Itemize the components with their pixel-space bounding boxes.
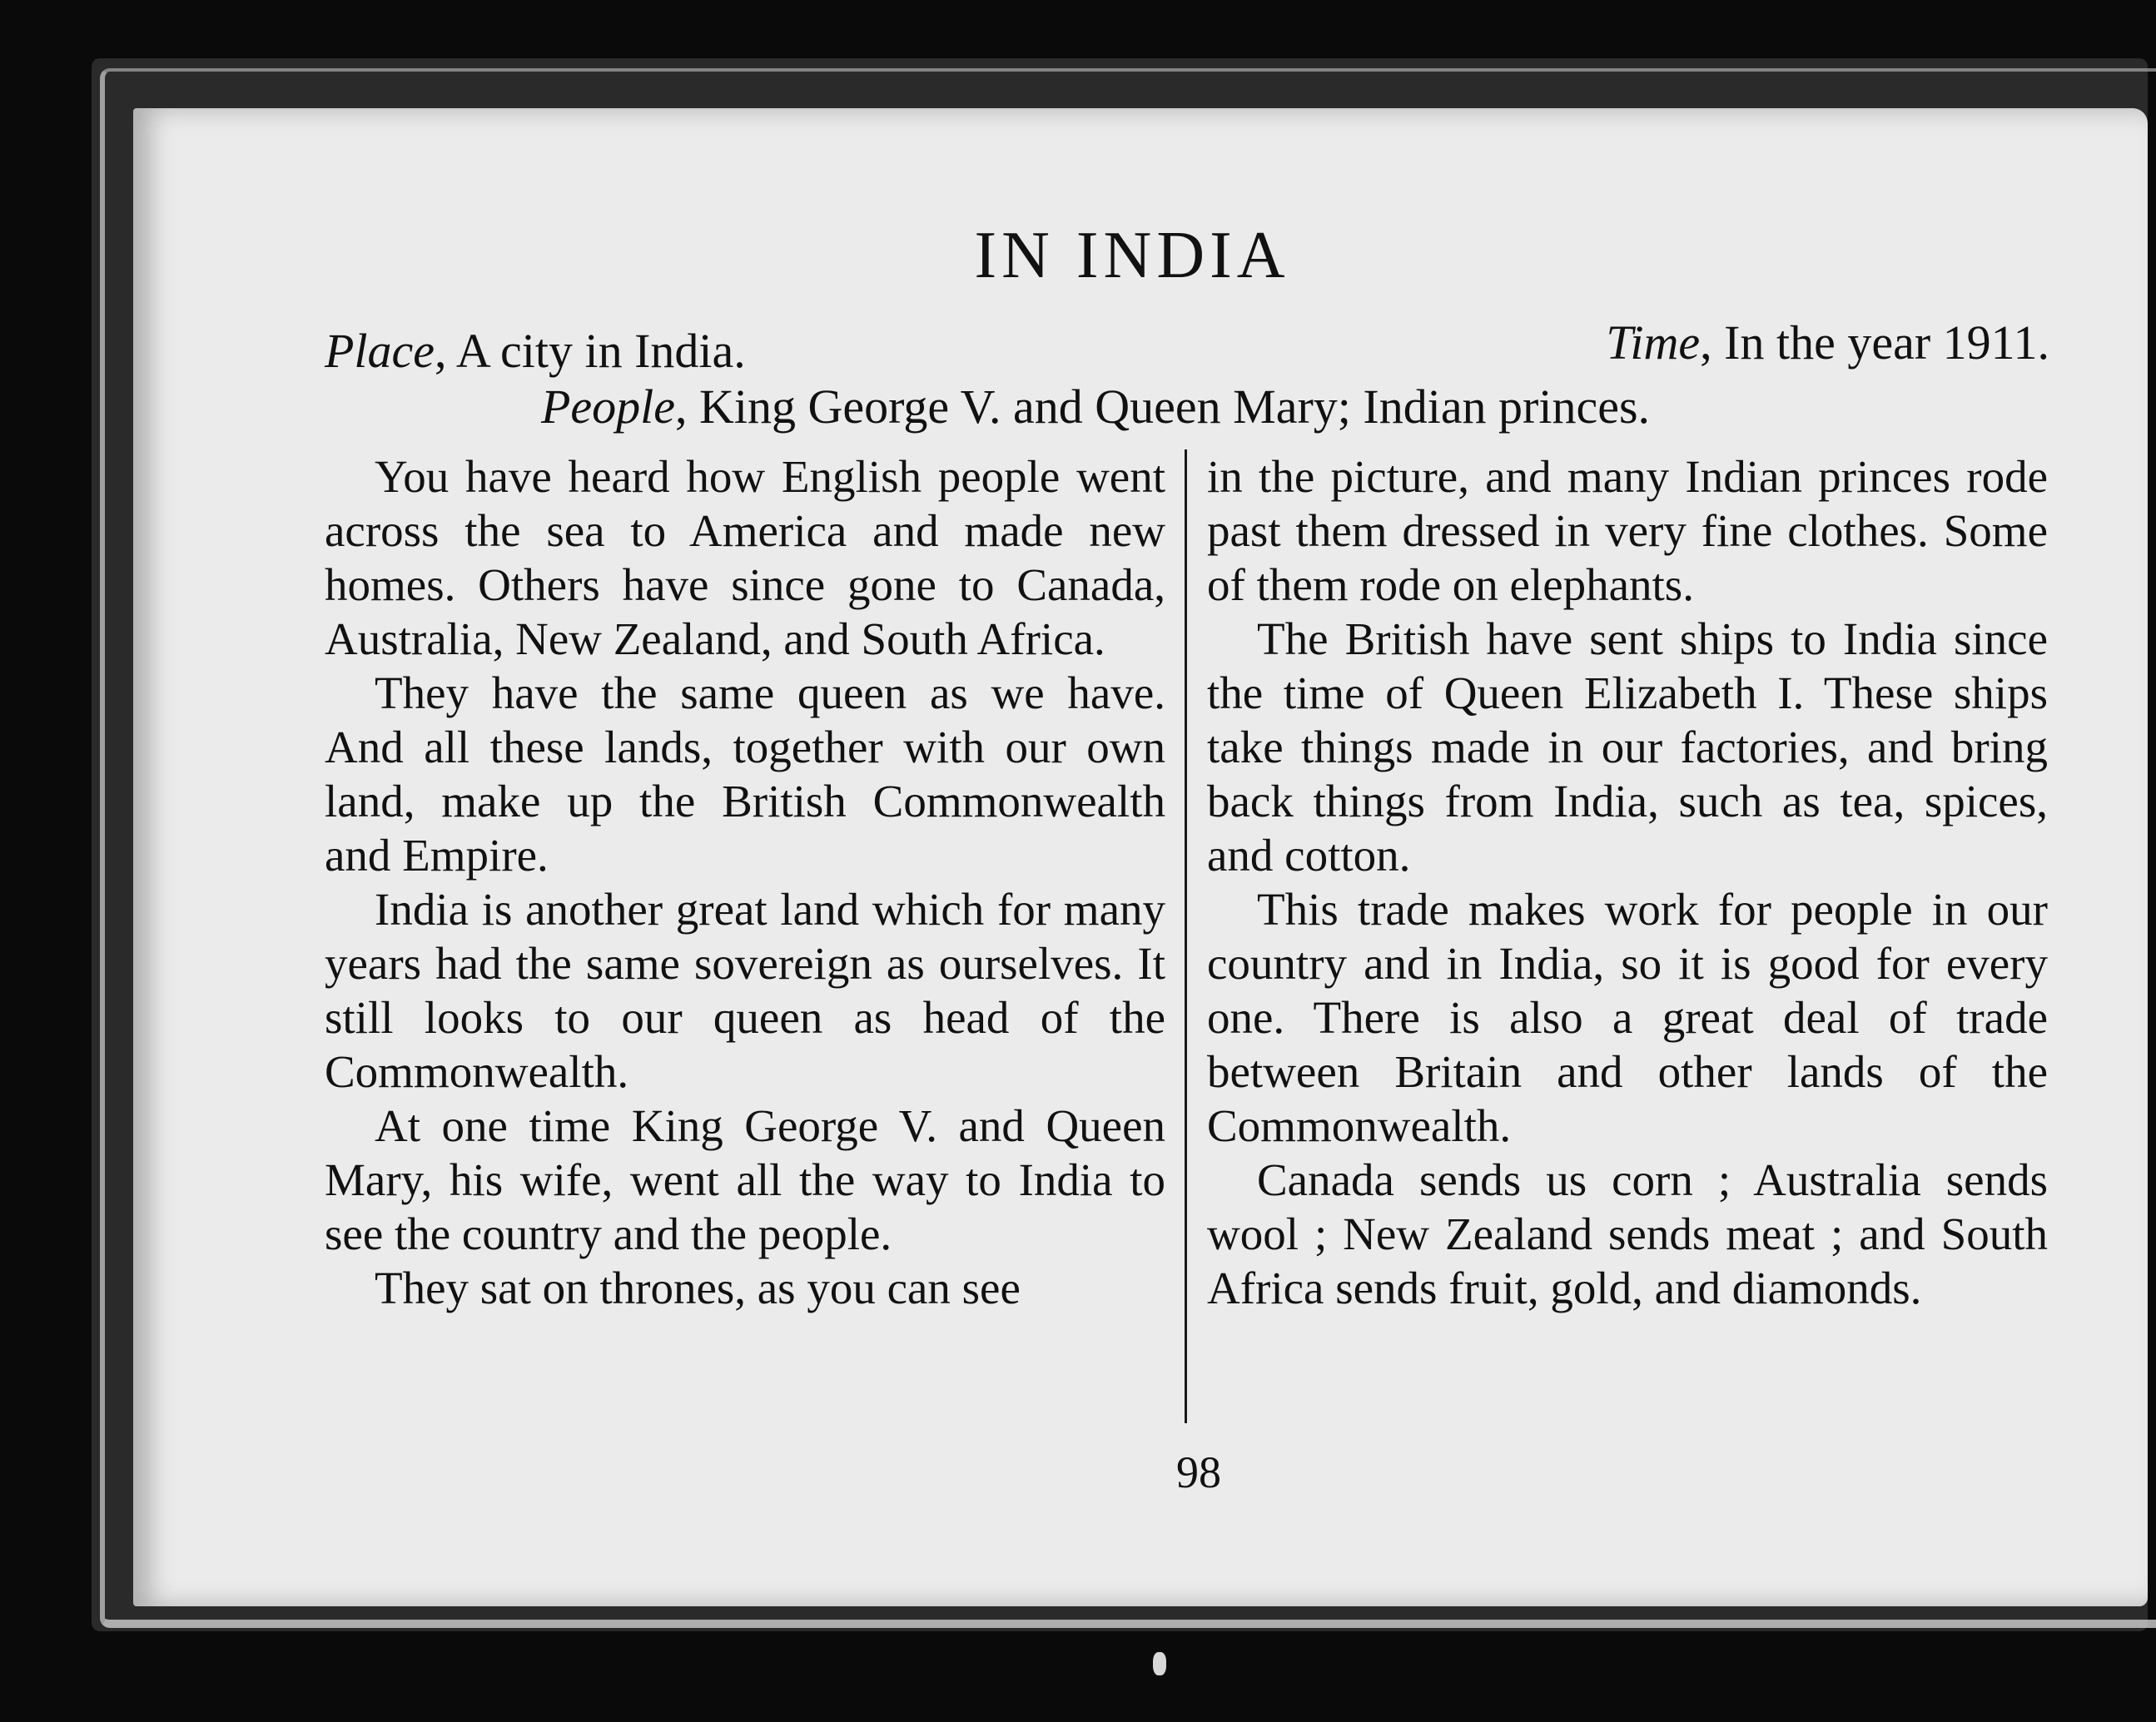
paragraph: At one time King George V. and Queen Mary, his wife, went all the way to India to see the country and the people. [325, 1100, 1165, 1259]
time-value: , In the year 1911. [1700, 315, 2049, 370]
column-divider [1185, 449, 1187, 1423]
time-label: Time [1606, 315, 1701, 370]
people-line [541, 379, 1650, 434]
paragraph: India is another great land which for many years had the same sovereign as ourselves. It still looks to our queen as head of the Commonwealth. [325, 884, 1165, 1097]
time-line [1606, 315, 2049, 370]
place-label: Place [325, 324, 435, 378]
right-column [1207, 449, 2048, 1315]
paragraph: You have heard how English people went across the sea to America and made new homes. Others have since gone to Canada, Australia, New Zealand, and South Africa. [325, 451, 1165, 664]
paragraph: The British have sent ships to India since the time of Queen Elizabeth I. These ships take things made in our factories, and bring back things from India, such as tea, spices, and cotton. [1207, 613, 2048, 881]
people-label: People [541, 380, 676, 434]
place-line [325, 323, 746, 379]
page-number: 98 [1176, 1447, 1221, 1497]
page-title: IN INDIA [974, 219, 1290, 292]
place-value: , A city in India. [435, 324, 746, 378]
people-value: , King George V. and Queen Mary; Indian princes. [675, 380, 1651, 434]
paragraph: They sat on thrones, as you can see [375, 1263, 1021, 1313]
paragraph: They have the same queen as we have. And all these lands, together with our own land, make up the British Commonwealth and Empire. [325, 667, 1165, 881]
paragraph: Canada sends us corn ; Australia sends wool ; New Zealand sends meat ; and South Africa sends fruit, gold, and diamonds. [1207, 1154, 2048, 1313]
paragraph: in the picture, and many Indian princes rode past them dressed in very fine clothes. Some of them rode on elephants. [1207, 451, 2048, 610]
left-column [325, 449, 1165, 1315]
paragraph: This trade makes work for people in our country and in India, so it is good for every one. There is also a great deal of trade between Britain and other lands of the Commonwealth. [1207, 884, 2048, 1151]
